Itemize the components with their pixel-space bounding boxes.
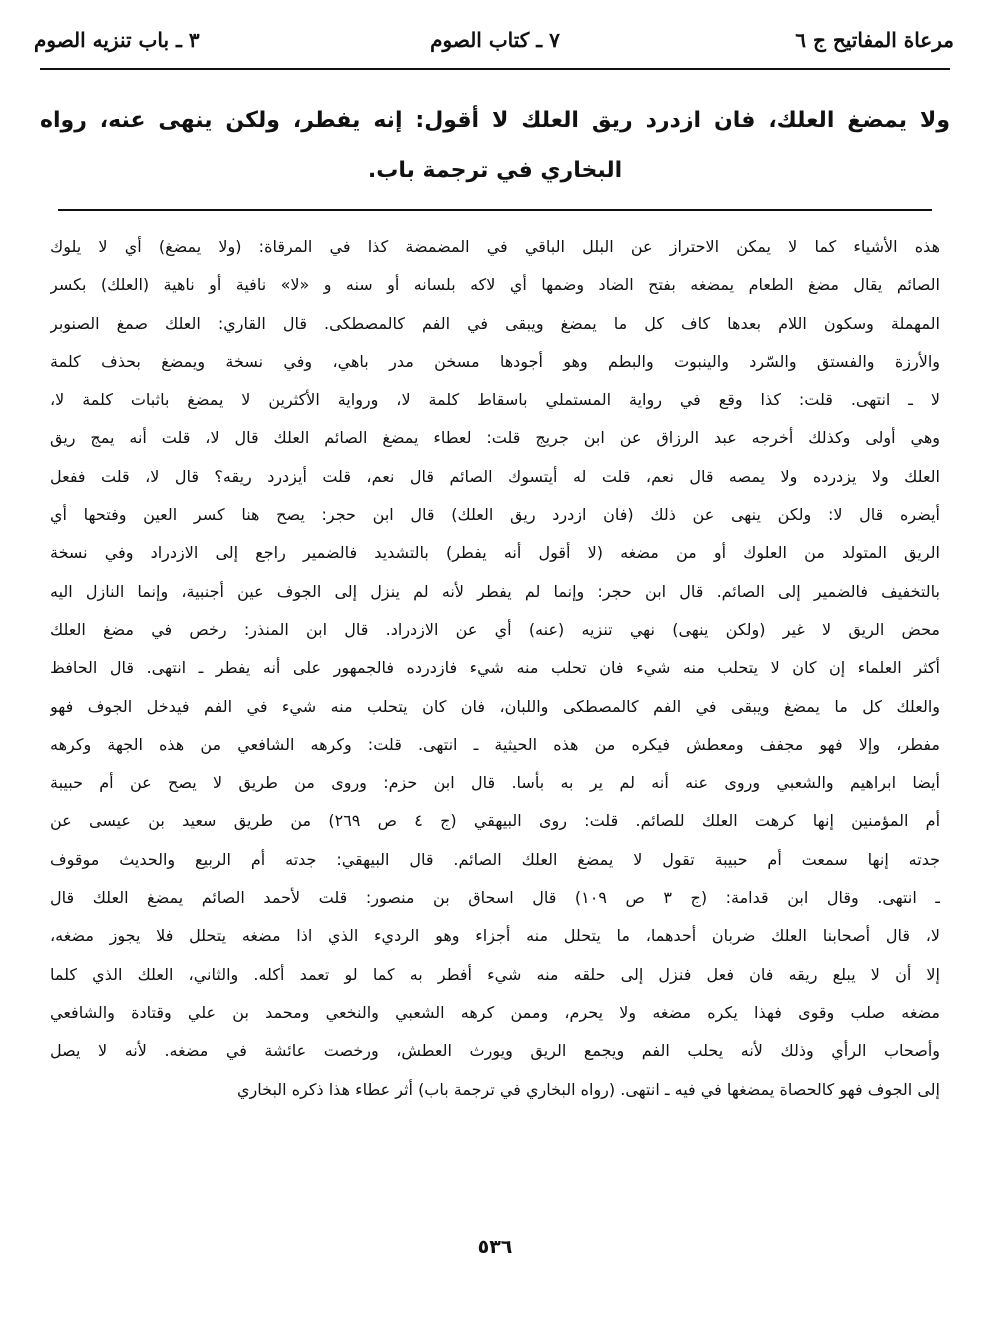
commentary-line: المهملة وسكون اللام بعدها كاف كل ما يمضغ ويبقى في الفم كالمصطكى. قال القاري: العلك صمغ الصنوبر [50,313,940,333]
commentary-line: لا ـ انتهى. قلت: كذا وقع في رواية المستملي باسقاط كلمة لا، ورواية الأكثرين لا يمضغ باثبات كلمة لا، [50,390,940,410]
commentary-block [50,228,940,1109]
commentary-line: أم المؤمنين إنها كرهت العلك للصائم. قلت: روى البيهقي (ج ٤ ص ٢٦٩) من طريق سعيد بن عيسى عن [50,811,940,831]
commentary-line: وأصحاب الرأي وذلك لأنه يحلب الفم ويجمع الريق ويورث العطش، ورخصت عائشة في مضغه. لأنه لا يصل [50,1041,940,1061]
commentary-line: إلى الجوف فهو كالحصاة يمضغها في فيه ـ انتهى. (رواه البخاري في ترجمة باب) أثر عطاء هذا ذكره البخاري [237,1079,940,1099]
commentary-line: هذه الأشياء كما لا يمكن الاحتراز عن البلل الباقي في المضمضة كذا في المرقاة: (ولا يمضغ) أي لا يلوك [50,237,940,256]
commentary-line: إلا أن لا يبلع ريقه فان فعل فنزل إلى حلقه منه شيء أفطر به كما لو تعمد أكله. والثاني، العلك الذي كلما [50,964,940,984]
commentary-line: أكثر العلماء إن كان لا يتحلب منه شيء فان تحلب منه شيء فازدرده فالجمهور على أنه يفطر ـ انتهى. قال الحافظ [50,658,940,678]
commentary-line: أيضا ابراهيم والشعبي وروى عنه أنه لم ير به بأسا. قال ابن حزم: وروى من طريق لا يصح عن أم حبيبة [50,773,940,793]
header-book-volume: مرعاة المفاتيح ج ٦ [795,28,954,52]
commentary-line: محض الريق لا غير (ولكن ينهى) نهي تنزيه (عنه) أي عن الازدراد. قال ابن المنذر: رخص في مضغ العلك [50,619,940,639]
commentary-line: جدته إنها سمعت أم حبيبة تقول لا يمضغ العلك الصائم. قال البيهقي: جدته أم الربيع والحديث موقوف [50,849,940,869]
commentary-line: الريق المتولد من العلوك أو من مضغه (لا أقول أنه يفطر) بالتشديد فالضمير راجع إلى الازدراد وفي نسخة [50,543,940,563]
commentary-line: والأرزة والفستق والسّرد والينبوت والبطم وهو أجودها مسخن مدر باهي، وفي نسخة ويمضغ بحذف كلمة [50,351,940,371]
commentary-line: والعلك كل ما يمضغ ويبقى في الفم كالمصطكى واللبان، فان كان يتحلب منه شيء في الفم فيدخل الجوف فهو [50,696,940,716]
commentary-line: العلك ولا يزدرده ولا يمصه قال نعم، قلت له أيتسوك الصائم قال نعم، قلت أيزدرد ريقه؟ قال لا، قلت ففعل [50,466,940,486]
commentary-line: بالتخفيف فالضمير إلى الصائم. قال ابن حجر: وإنما لم يفطر لأنه لم ينزل إلى الجوف عين أجنبية، وإنما النازل اليه [50,581,940,601]
running-header [28,24,962,64]
commentary-line: ـ انتهى. وقال ابن قدامة: (ج ٣ ص ١٠٩) قال اسحاق بن منصور: قلت لأحمد الصائم يمضغ العلك قال [50,888,940,908]
commentary-line: أيضره قال لا: ولكن ينهى عن ذلك (فان ازدرد ريق العلك) قال ابن حجر: يصح هنا كسر العين وفتحها أي [50,505,940,525]
text-commentary-divider [58,209,932,211]
commentary-line: وهي أولى وكذلك أخرجه عبد الرزاق عن ابن جريج قلت: لعطاء يمضغ الصائم العلك قال لا، قلت أنه يمج ريق [50,428,940,448]
commentary-line: مفطر، وإلا فهو مجفف ومعطش فيكره من هذه الحيثية ـ انتهى. قلت: وكرهه الشافعي من هذه الجهة وكرهه [50,734,940,754]
commentary-line: الصائم يقال مضغ الطعام يمضغه بفتح الضاد وضمها أي لاكه بلسانه أو سنه و «لا» نافية أو ناهية (العلك) بكسر [50,275,940,295]
commentary-line: مضغه صلب وقوى فهذا يكره مضغه ولا يحرم، وممن كرهه الشعبي والنخعي ومحمد بن علي وقتادة والشافعي [50,1002,940,1022]
header-section: ٣ ـ باب تنزيه الصوم [34,28,200,52]
page-number: ٥٣٦ [477,1236,513,1258]
header-divider [40,68,950,70]
hadith-text: ولا يمضغ العلك، فان ازدرد ريق العلك لا أقول: إنه يفطر، ولكن ينهى عنه، رواه البخاري في ترجمة باب. [40,108,950,183]
commentary-line: لا، قال أصحابنا العلك ضربان أحدهما، ما يتحلل منه أجزاء وهو الرديء الذي اذا مضغه يتحلل فلا يجوز مضغه، [50,926,940,946]
header-chapter: ٧ ـ كتاب الصوم [430,28,560,52]
